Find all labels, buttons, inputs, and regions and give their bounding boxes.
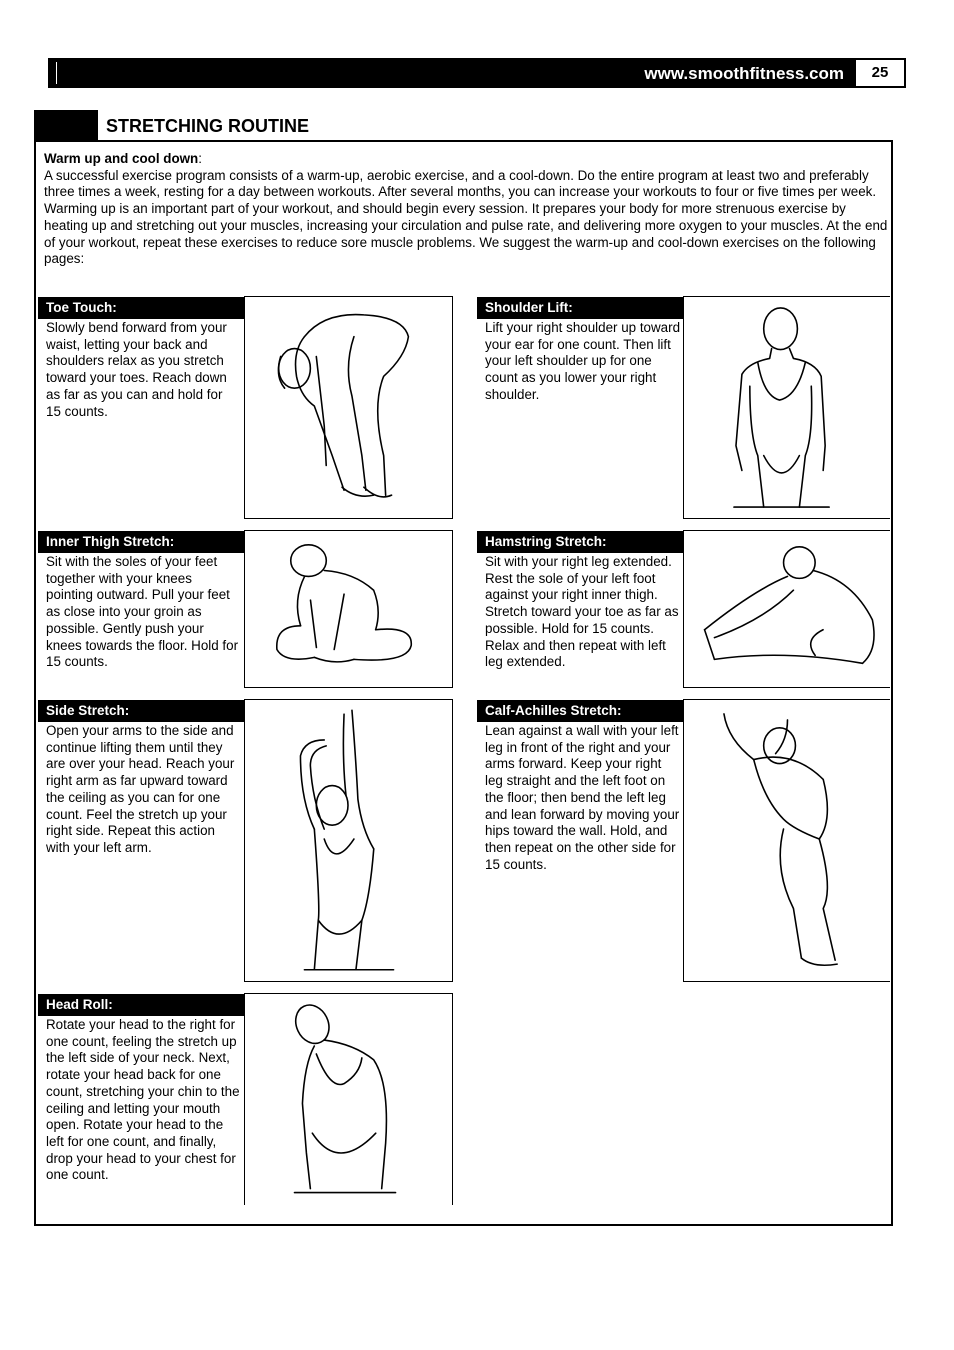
intro-heading-suffix: : bbox=[198, 151, 202, 166]
header-divider bbox=[56, 62, 57, 84]
head-roll-title: Head Roll: bbox=[38, 994, 246, 1016]
side-stretch-title: Side Stretch: bbox=[38, 700, 246, 722]
header-bar bbox=[48, 58, 854, 88]
inner-thigh-figure bbox=[244, 530, 453, 688]
calf-achilles-text: Lean against a wall with your left leg in front of the right and your arms forward. Keep your right leg straight and the left foot on the floor; then bend the left leg and lean forward by moving your hips toward the wall. Hold, and then repeat on the other side for 15 counts. bbox=[485, 723, 680, 872]
hamstring-illustration bbox=[684, 531, 890, 687]
intro-heading: Warm up and cool down bbox=[44, 151, 199, 166]
section-tab bbox=[34, 110, 98, 142]
shoulder-lift-illustration bbox=[684, 297, 890, 518]
shoulder-lift-title: Shoulder Lift: bbox=[477, 297, 685, 319]
side-stretch-text: Open your arms to the side and continue lifting them until they are over your head. Reach your right arm as far upward toward the ceiling as you can for one count. Feel the stretch up your right side. Repeat this action with your left arm. bbox=[46, 723, 235, 855]
toe-touch-title: Toe Touch: bbox=[38, 297, 246, 319]
page-number: 25 bbox=[854, 58, 906, 88]
shoulder-lift-figure bbox=[683, 296, 890, 519]
toe-touch-text: Slowly bend forward from your waist, letting your back and shoulders relax as you stretch toward your toes. Reach down as far as you can and hold for 15 counts. bbox=[46, 320, 227, 419]
intro-paragraph-2: Warming up is an important part of your workout, and should begin every session. It prepares your body for more strenuous exercise by heating up and stretching out your muscles, increasing your circulation and pulse rate, and delivering more oxygen to your muscles. At the end of your workout, repeat these exercises to reduce sore muscle problems. We suggest the warm-up and cool-down exercises on the following pages: bbox=[44, 201, 888, 267]
shoulder-lift-text: Lift your right shoulder up toward your ear for one count. Then lift your left shoulder up for one count as you lower your right shoulder. bbox=[485, 320, 681, 402]
inner-thigh-title: Inner Thigh Stretch: bbox=[38, 531, 246, 553]
section-title: STRETCHING ROUTINE bbox=[106, 116, 310, 136]
hamstring-figure bbox=[683, 530, 890, 688]
side-stretch-illustration bbox=[245, 700, 452, 981]
side-stretch-figure bbox=[244, 699, 453, 982]
calf-achilles-illustration bbox=[684, 700, 890, 981]
head-roll-illustration bbox=[245, 994, 452, 1205]
header-url[interactable]: www.smoothfitness.com bbox=[644, 64, 844, 83]
calf-achilles-figure bbox=[683, 699, 890, 982]
hamstring-title: Hamstring Stretch: bbox=[477, 531, 685, 553]
head-roll-text: Rotate your head to the right for one count, feeling the stretch up the left side of your neck. Next, rotate your head back for one count, stretching your chin to the ceiling and letting your mouth open. Rotate your head to the left for one count, and finally, drop your head to your chest for one count. bbox=[46, 1017, 240, 1183]
head-roll-figure bbox=[244, 993, 453, 1205]
intro-text bbox=[44, 151, 889, 268]
toe-touch-figure bbox=[244, 296, 453, 519]
toe-touch-illustration bbox=[245, 297, 452, 518]
inner-thigh-text: Sit with the soles of your feet together with your knees pointing outward. Pull your feet as close into your groin as possible. Gently push your knees towards the floor. Hold for 15 counts. bbox=[46, 554, 239, 670]
calf-achilles-title: Calf-Achilles Stretch: bbox=[477, 700, 685, 722]
hamstring-text: Sit with your right leg extended. Rest the sole of your left foot against your right inner thigh. Stretch toward your toe as far as possible. Hold for 15 counts. Relax and then repeat with left leg extended. bbox=[485, 554, 679, 670]
inner-thigh-illustration bbox=[245, 531, 452, 687]
intro-paragraph-1: A successful exercise program consists of a warm-up, aerobic exercise, and a cool-down. Do the entire program at least two and preferably three times a week, resting for a day between workouts. After several months, you can increase your workouts to four or five times per week. bbox=[44, 167, 877, 200]
